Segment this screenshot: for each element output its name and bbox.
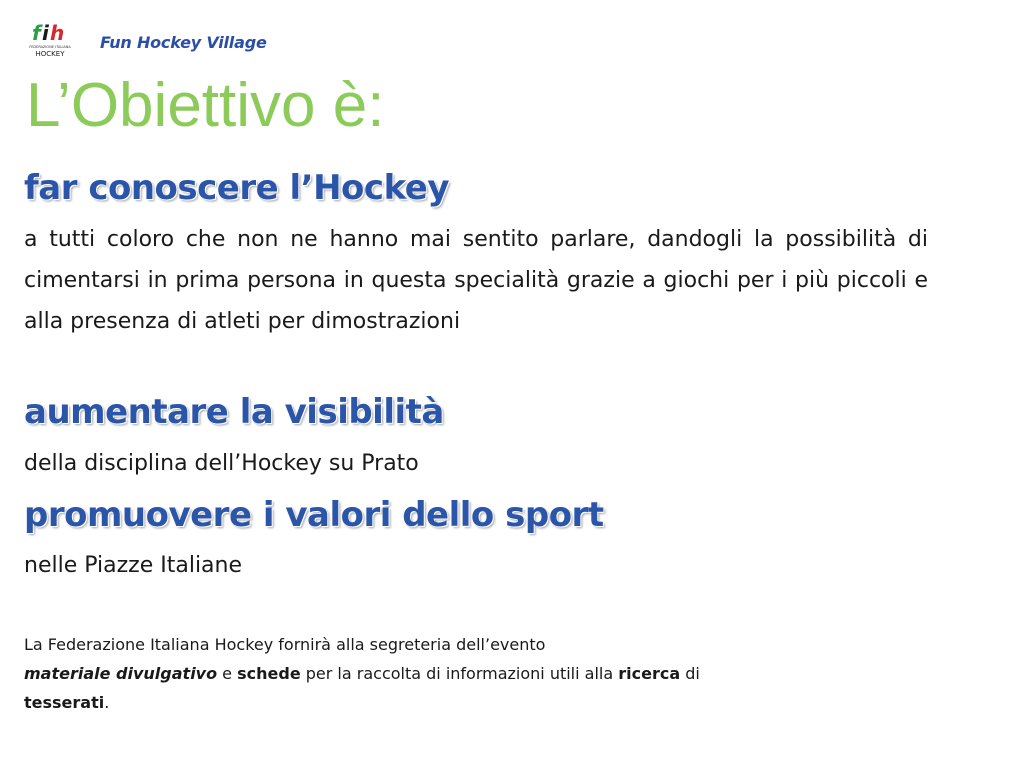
brand-name: Fun Hockey Village	[100, 33, 267, 52]
note-end: .	[104, 693, 110, 712]
fih-logo	[28, 20, 72, 60]
logo-text-bottom: HOCKEY	[35, 50, 65, 58]
logo-text-top: FEDERAZIONE ITALIANA	[29, 45, 71, 49]
section-text-1: a tutti coloro che non ne hanno mai sentito parlare, dandogli la possibilità di cimentarsi in prima persona in questa specialità grazie a giochi per i più piccoli e alla presenza di atleti per dimostrazioni	[24, 227, 928, 334]
section-text-2: della disciplina dell’Hockey su Prato	[24, 451, 419, 476]
section-heading-2: aumentare la visibilità	[24, 392, 444, 432]
section-heading-3: promuovere i valori dello sport	[24, 495, 604, 535]
note-line-1: La Federazione Italiana Hockey fornirà alla segreteria dell’evento	[24, 635, 546, 654]
logo-mark-h: h	[50, 21, 65, 45]
note-ricerca: ricerca	[618, 664, 681, 683]
logo-mark-i: i	[42, 21, 49, 45]
footer-note	[24, 630, 924, 717]
note-schede: schede	[237, 664, 301, 683]
logo-mark-f: f	[32, 21, 41, 45]
section-heading-1: far conoscere l’Hockey	[24, 168, 449, 208]
note-materiale: materiale divulgativo	[24, 664, 218, 683]
note-e: e	[217, 664, 238, 683]
note-di: di	[680, 664, 700, 683]
slide-title: L’Obiettivo è:	[26, 71, 385, 140]
section-text-3: nelle Piazze Italiane	[24, 553, 243, 578]
note-tesserati: tesserati	[24, 693, 105, 712]
note-mid: per la raccolta di informazioni utili alla	[300, 664, 619, 683]
